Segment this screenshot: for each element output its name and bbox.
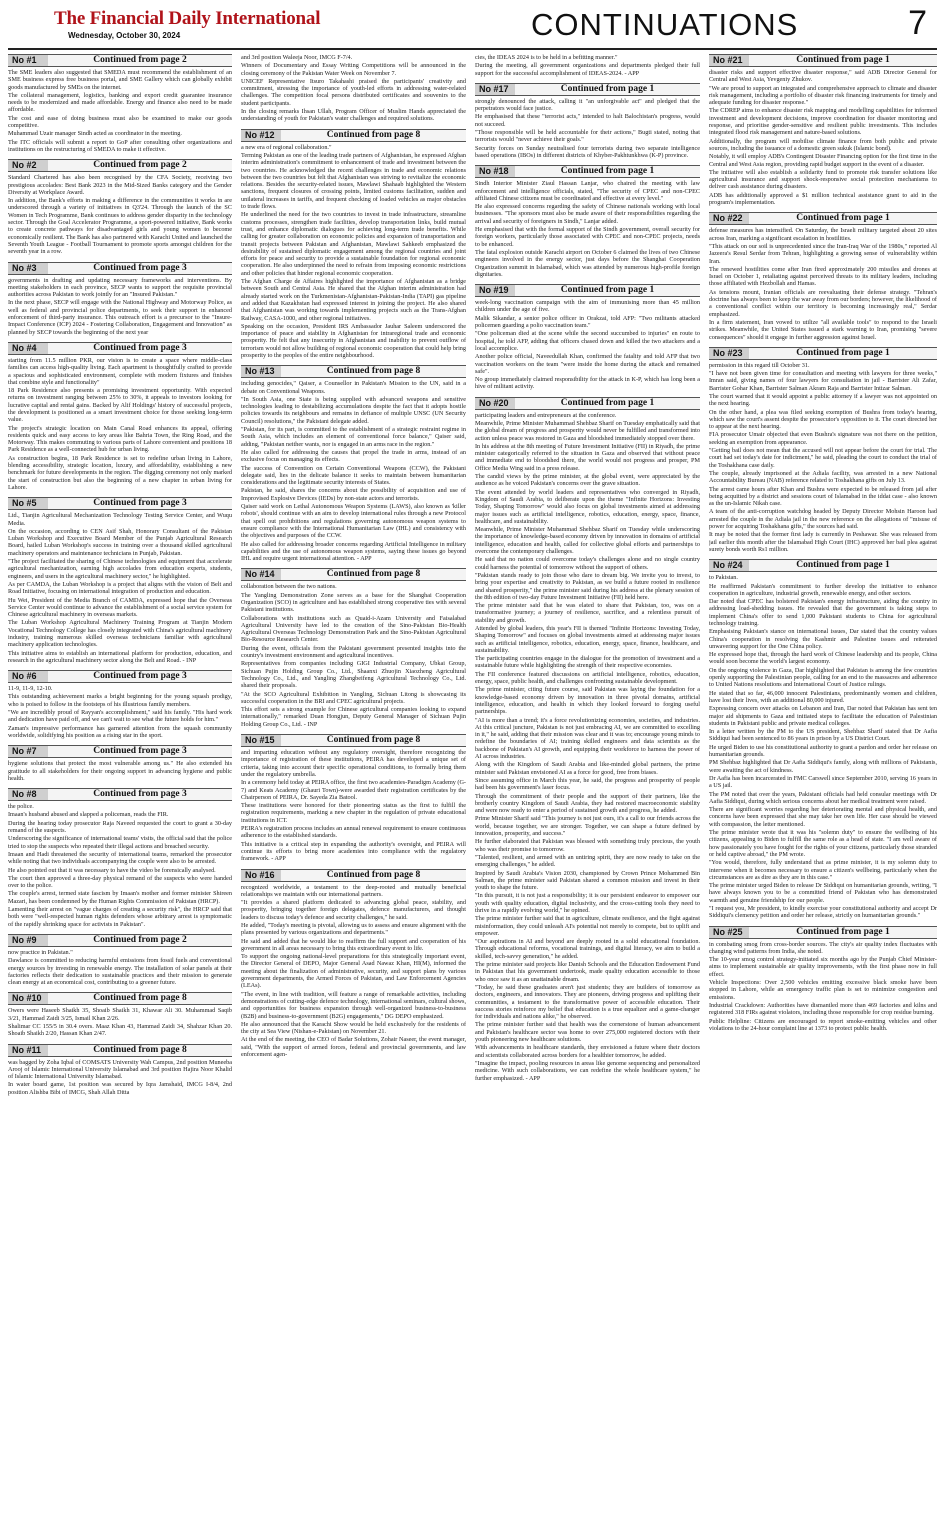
- story: [475, 83, 700, 159]
- story-paragraph: "In South Asia, one State is being supplied with advanced weapons and sensitive technologies leading to destabilizing accumulations despite the fact that it adopts hostile policies towards its neighbours and remains in defiance of multiple UNSC (UN Security Council) resolutions," the Pakistani delegate added.: [241, 395, 466, 425]
- masthead-divider: [8, 48, 937, 50]
- continued-label: Continued from page 2: [93, 934, 187, 945]
- story-paragraph: He stated that so far, 46,000 innocent Palestinians, predominantly women and children, have lost their lives, with an additional 80,000 injured.: [709, 689, 937, 704]
- story: [709, 559, 937, 919]
- story-paragraph: The event attended by world leaders and representatives who converged in Riyadh, Kingdom of Saudi Arabia, to deliberate upon the theme "Infinite Horizons: Investing Today, Shaping Tomorrow" would also focus on global investments aimed at addressing major issues such as artificial intelligence, robotics, education, energy, space, finance, healthcare, and sustainability.: [475, 488, 700, 525]
- story: [475, 165, 700, 278]
- story-paragraph: The prime minister wrote that it was his "solemn duty" to ensure the wellbeing of his citizens, appealing to Biden to fulfill the same role as a head of state. "I am well aware of how passionately you have fought for the rights of your citizens, particularly those stranded or held captive abroad," the PM wrote.: [709, 829, 937, 858]
- continued-label: Continued from page 1: [796, 560, 890, 571]
- story-paragraph: Emphasising Pakistan's stance on international issues, Dar stated that the country values China's cooperation in resolving the Kashmir and Palestine issues and reiterated unwavering support for the One China policy.: [709, 628, 937, 650]
- story-number: No #22: [709, 213, 749, 224]
- column-4: [709, 54, 937, 1522]
- story-header: [241, 869, 466, 882]
- continued-label: Continued from page 3: [93, 342, 187, 353]
- continued-label: Continued from page 3: [93, 789, 187, 800]
- story-header: [241, 129, 466, 142]
- story-paragraph: "At the SCO Agricultural Exhibition in Yangling, Sichuan Litong is showcasing its successful cooperation in the BRI and CPEC agricultural projects.: [241, 690, 466, 705]
- story-paragraph: recognized worldwide, a testament to the deep-rooted and mutually beneficial relationships we maintain with our international partners.: [241, 883, 466, 898]
- story: [709, 926, 937, 1033]
- story-number: No #7: [8, 746, 48, 757]
- story-paragraph: disaster risks and support effective disaster response," said ADB Director General for Central and West Asia, Yevgeniy Zhukov.: [709, 69, 937, 84]
- story-paragraph: a new era of regional collaboration.": [241, 143, 332, 151]
- story-paragraph: to Pakistan.: [709, 574, 738, 582]
- story-paragraph: Meanwhile, Prime Minister Muhammad Shehbaz Sharif on Tuesday while underscoring the importance of knowledge-based economy driven by innovation in domains of artificial intelligence, education and health, called for collective global efforts and partnerships to overcome the contemporary challenges.: [475, 526, 700, 556]
- story-paragraph: participating leaders and entrepreneurs at the conference.: [475, 411, 617, 419]
- story-header: [8, 497, 232, 510]
- story-number: No #19: [475, 285, 515, 296]
- story: [8, 992, 232, 1037]
- story-paragraph: As tensions mount, Iranian officials are reevaluating their defense strategy. "Tehran's doctrine has always been to keep the war away from our borders; however, the likelihood of a conventional conflict within our territory is becoming increasingly real," Serdar emphasized.: [709, 288, 937, 318]
- story-paragraph: The prime minister said projects like Danish Schools and the Education Endowment Fund in Pakistan that his government undertook, made quality education accessible to those who once saw it as an unattainable dream.: [475, 961, 700, 983]
- story-header: [241, 365, 466, 378]
- story-paragraph: Lamenting their arrest on "vague charges of creating a security risk", the HRCP said that both were "well-respected human rights defenders whose arbitrary arrest is symptomatic of the rapidly shrinking space for activists in Pakistan".: [8, 906, 232, 928]
- story-paragraph: ADB has additionally approved a $1 million technical assistance grant to aid in the program's implementation.: [709, 191, 937, 207]
- story-paragraph: During the hearing today prosecutor Raja Naveed requested the court to grant a 30-day remand of the suspects.: [8, 819, 232, 835]
- story-paragraph: The PM noted that over the years, Pakistani officials had held consular meetings with Dr Aafia Siddiqui, during which serious concerns about her medical treatment were raised.: [709, 790, 937, 805]
- story-paragraph: He also expressed concerns regarding the safety of Chinese nationals working with local businesses. "The sponsors must also be made aware of their responsibilities regarding the arrival and security of foreigners in Sindh," Lanjar added.: [475, 203, 700, 225]
- story: [475, 284, 700, 391]
- story-paragraph: "Talented, resilient, and armed with an untiring spirit, they are now ready to take on the emerging challenges," he added.: [475, 853, 700, 869]
- story-number: No #11: [8, 1045, 48, 1056]
- story-paragraph: "AI is more than a trend; it's a force revolutionizing economies, societies, and industries. At this critical juncture, Pakistan is not just embracing AI, we are committed to excelling in it," he said, adding that their mission was clear and it was to; encourage young minds to redefine the boundaries of AI; training skilled engineers and data scientists as the backbone of Pakistan's AI growth, and equipping their workforce to harness the power of AI across industries.: [475, 716, 700, 761]
- story-paragraph: Public Helpline: Citizens are encouraged to report smoke-emitting vehicles and other violations to the 24-hour complaint line at 1373 to protect public health.: [709, 1017, 937, 1032]
- story-paragraph: He urged Biden to use his constitutional authority to grant a pardon and order her release on humanitarian grounds.: [709, 743, 937, 759]
- section-title: CONTINUATIONS: [531, 7, 799, 42]
- story-number: No #16: [241, 870, 281, 881]
- story-paragraph: Additionally, the program will mobilise climate finance from both public and private sources, including the issuance of a domestic green sukuk (Islamic bond).: [709, 137, 937, 152]
- story-paragraph: The Afghan Charge de Affaires highlighted the importance of Afghanistan as a bridge between South and Central Asia. He shared that the Afghan interim administration had already started work on the Turkmenistan-Afghanistan-Pakistan-India (TAPI) gas pipeline and added that Kazakhstan had expressed interest in joining the project. He also shared that Afghanistan was working towards implementing projects such as the Trans-Afghan Railway, CASA-1000, and other regional initiatives.: [241, 278, 466, 322]
- story-paragraph: Malik Sikandar, a senior police officer in Orakzai, told AFP: "Two militants attacked policemen guarding a polio vaccination team.": [475, 314, 700, 330]
- story-paragraph: "We are incredibly proud of Rayyan's accomplishment," said his family. "His hard work and dedication have paid off, and we can't wait to see what the future holds for him.": [8, 709, 232, 724]
- continued-label: Continued from page 1: [560, 285, 655, 296]
- story-paragraph: The ITC officials will submit a report to GoP after consulting other organizations and institutions on the restructuring of SMEDA to make it effective.: [8, 138, 232, 153]
- story-paragraph: Shalimar CC 155/5 in 30.4 overs. Maaz Khan 43, Hammad Zaidi 34, Shahzar Khan 20. Shoaib Shaikh 2/20, Hassan Khan 2/47.: [8, 1022, 232, 1038]
- story-paragraph: He reaffirmed Pakistan's commitment to further develop the initiative to enhance cooperation in agriculture, industrial growth, renewable energy, and other sectors.: [709, 582, 937, 597]
- story-paragraph: Imaan's husband abused and slapped a policeman, reads the FIR.: [8, 811, 169, 819]
- continued-label: Continued from page 3: [93, 262, 187, 273]
- continued-label: Continued from page 1: [560, 166, 655, 177]
- story-paragraph: He emphasised that these "terrorist acts," intended to halt Balochistan's progress, would not succeed.: [475, 113, 700, 128]
- story-paragraph: "You would, therefore, fully understand that as prime minister, it is my solemn duty to intervene when it becomes necessary to ensure a citizen's wellbeing, particularly when the circumstances are as dire as they are in this case.": [709, 859, 937, 881]
- story-paragraph: To support the ongoing national-level preparations for this strategically important event, the Director General of DEPO, Major General Asad Nawaz Khan, HI(M), informed the meeting about the finalization of administrative, security, and support plans by various government departments, the Armed Forces of Pakistan, and Law Enforcement Agencies (LEAs).: [241, 953, 466, 990]
- story-number: No #9: [8, 935, 48, 946]
- story-number: No #1: [8, 55, 48, 66]
- story-number: No #20: [475, 398, 515, 409]
- story-paragraph: Meanwhile, Prime Minister Muhammad Shehbaz Sharif on Tuesday emphatically said that the global dream of progress and prosperity would never be fulfilled and transformed into action unless peace was restored in Gaza and bloodshed immediately stopped over there.: [475, 419, 700, 442]
- story-paragraph: PM Shehbaz highlighted that Dr Aafia Siddiqui's family, along with millions of Pakistanis, were awaiting the act of kindness.: [709, 759, 937, 774]
- story-paragraph: The collateral management, logistics, banking and export credit guarantee insurance needs to be modernized and made affordable. Energy and finance also need to be made affordable.: [8, 91, 232, 114]
- story-header: [8, 992, 232, 1005]
- story-paragraph: Representatives from companies including GIGI Industrial Company, Ubkai Group, Sichuan Pujin Holding Group Co., Ltd., Shaanxi Zhuojin Xiaozheng Agricultural Technology Co., Ltd., and Yangling Zhangbeifeng Agricultural Technology Co., Ltd. shared their proposals.: [241, 660, 466, 690]
- story-paragraph: On the occasion, according to CEN Asif Shah, Honorary Consultant of the Pakistan Luban Workshop and Executive Board Member of the Punjab Agricultural Research Board, hailed Luban Workshop's success in training over a thousand skilled agricultural machinery operators and maintenance technicians in Punjab, Pakistan.: [8, 527, 232, 557]
- story-header: [709, 347, 937, 360]
- story-paragraph: "We are proud to support an integrated and comprehensive approach to climate and disaster risk management, including a portfolio of disaster risk financing instruments for timely and adequate funding for disaster response.": [709, 84, 937, 107]
- continued-label: Continued from page 1: [560, 397, 655, 408]
- story-paragraph: He emphasised that with the formal support of the Sindh government, overall security for foreign workers, particularly those associated with CPEC and non-CPEC projects, needs to be enhanced.: [475, 226, 700, 248]
- story: [709, 54, 937, 206]
- story-header: [475, 83, 700, 96]
- continued-label: Continued from page 3: [93, 498, 187, 509]
- story-paragraph: including genocides," Qaiser, a Counsellor in Pakistan's Mission to the UN, said in a debate on Conventional Weapons.: [241, 380, 466, 395]
- story: [709, 212, 937, 340]
- story-header: [8, 934, 232, 947]
- story-paragraph: This initiative aims to establish an international platform for production, education, and research in the agricultural machinery sector along the Belt and Road. - INP: [8, 649, 232, 664]
- story-paragraph: The 10-year smog control strategy-initiated six months ago by the Punjab Chief Minister-aims to implement sustainable air quality improvements, with the first phase now in full effect.: [709, 956, 937, 978]
- continued-label: Continued from page 8: [326, 569, 421, 580]
- story-paragraph: It may be noted that the former first lady is currently in Peshawar. She was released from jail earlier this month after the Islamabad High Court (IHC) approved her bail plea against surety bonds worth Rs1 million.: [709, 531, 937, 553]
- story-paragraph: and 3rd position Waleeja Noor, IMCG F-7/4.: [241, 54, 353, 61]
- story-header: [709, 926, 937, 939]
- story: [241, 734, 466, 862]
- story-number: No #25: [709, 927, 749, 938]
- story-paragraph: This outstanding achievement marks a bright beginning for the young squash prodigy, who is poised to follow in the footsteps of his illustrious family members.: [8, 693, 232, 708]
- story-paragraph: The prime minister, citing future course, said Pakistan was laying the foundation for a knowledge-based economy driven by innovation in three pivotal domains, artificial intelligence, education, and health in which they looked forward to forging useful partnerships.: [475, 686, 700, 716]
- story-paragraph: The SME leaders also suggested that SMEDA must recommend the establishment of an SME business express free business portal, and SME Gallery which can globally exhibit goods manufactured by SMEs on the internet.: [8, 69, 232, 91]
- story-paragraph: Pakistan, he said, shares the concerns about the possibility of acquisition and use of Improvised Explosive Devices (IEDs) by non-state actors and terrorists.: [241, 487, 466, 502]
- story-paragraph: Sindh Interior Minister Ziaul Hassan Lanjar, who chaired the meeting with law enforcement and intelligence officials, stated, "The security of CPEC and non-CPEC affiliated Chinese citizens must be coordinated and effective at every level.": [475, 180, 700, 202]
- story-paragraph: Notably, it will employ ADB's Contingent Disaster Financing option for the first time in the Central and West Asia region, providing rapid budget support in the event of a disaster.: [709, 153, 937, 168]
- story: [241, 129, 466, 360]
- story-paragraph: As construction begins, 18 Park Residence is set to redefine urban living in Lahore, blending accessibility, strategic location, luxury, and affordability, establishing a new benchmark for future developments in the region. The digging ceremony not only marked the start of construction but also the beginning of a new chapter in urban living for Lahore.: [8, 454, 232, 491]
- continued-label: Continued from page 1: [796, 55, 890, 65]
- story-paragraph: This initiative is a critical step in expanding the authority's oversight, and PEIRA will continue its efforts to bring more academies into compliance with the regulatory framework. - APP: [241, 840, 466, 863]
- continued-label: Continued from page 8: [326, 869, 421, 880]
- story-paragraph: Terming Pakistan as one of the leading trade partners of Afghanistan, he expressed Afghan interim administration's commitment to enhancement of trade and investment between the two countries. He acknowledged the recent challenges in trade and economic relations between the two countries but felt that Afghanistan was striving to revitalize the economic relations. Besides the security-related issues, Mawlawi Shahaab highlighted the Western sanctions, frequent closures of crossing points, limited customs facilitation, sudden and unilateral increases in tariffs, and frequent checking of loaded vehicles as major obstacles to trade flows.: [241, 151, 466, 211]
- story-paragraph: Qaiser said work on Lethal Autonomous Weapon Systems (LAWS), also known as 'killer robots', should continue with an aim to develop international rules through a new Protocol that spell out prohibitions and regulations governing autonomous weapon systems to ensure compliance with the International Humanitarian Law (IHL) and consistency with the objectives and purposes of the CCW.: [241, 503, 466, 540]
- page-number: 7: [908, 4, 927, 42]
- story-paragraph: On the other hand, a plea was filed seeking exemption of Bushra from today's hearing, which saw the court's assent despite the prosecutor's opposition to it. The court directed her to appear at the next hearing.: [709, 408, 937, 431]
- story-paragraph: 18 Park Residence also presents a promising investment opportunity. With expected returns on investment ranging between 25% to 30%, it appeals to investors looking for lucrative capital and rental gains. Backed by Alif Holdings' history of successful projects, the development is positioned as a smart investment choice for those seeking long-term value.: [8, 387, 232, 424]
- story-number: No #18: [475, 166, 515, 177]
- story-paragraph: The Luban Workshop Agricultural Machinery Training Program at Tianjin Modern Vocational Technology College has closely integrated with China's agricultural machinery industry, training numerous skilled overseas technicians familiar with agricultural machinery application technologies.: [8, 619, 232, 649]
- story-paragraph: In his address at the 8th meeting of Future Investment Initiative (FII) in Riyadh, the prime minister categorically referred to the situation in Gaza and observed that without peace and immediate end to bloodshed there, the world would not progress and prosper, PM Office Media Wing said in a press release.: [475, 442, 700, 472]
- story-paragraph: Another police official, Naveedullah Khan, confirmed the fatality and told AFP that two vaccination workers on the team "were inside the home during the attack and remained safe".: [475, 353, 700, 375]
- continued-label: Continued from page 2: [93, 160, 187, 171]
- story-paragraph: Dar noted that CPEC has bolstered Pakistan's energy infrastructure, aiding the country in addressing load-shedding issues. He revealed that the government is taking steps to implement China's offer to send 1,000 Pakistani students to China for agricultural technology training.: [709, 598, 937, 627]
- story-paragraph: Attended by global leaders, this year's FII is themed "Infinite Horizons: Investing Today, Shaping Tomorrow" and focuses on global investments aimed at addressing major issues such as artificial intelligence, robotics, education, energy, space, finance, healthcare, and sustainability.: [475, 625, 700, 654]
- story-paragraph: He also called for addressing broader concerns regarding Artificial Intelligence in military capabilities and the use of autonomous weapon systems, saying these issues go beyond IHL and require urgent international attention. - APP: [241, 540, 466, 563]
- story-paragraph: The couple's arrest, termed state fascism by Imaan's mother and former minister Shireen Mazari, has been condemned by the Human Rights Commission of Pakistan (HRCP).: [8, 890, 232, 905]
- story-header: [241, 734, 466, 747]
- story-paragraph: Expressing concern over attacks on Lebanon and Iran, Dar noted that Pakistan has sent ten major aid shipments to Gaza and initiated steps to facilitate the education of Palestinian students in Pakistani public and private medical colleges.: [709, 705, 937, 727]
- story-paragraph: During the event, officials from the Pakistani government presented insights into the country's investment environment and agricultural incentives.: [241, 644, 466, 660]
- story-paragraph: In a letter written by the PM to the US president, Shehbaz Sharif stated that Dr Aafia Siddiqui had been sentenced to 86 years in prison by a US District Court.: [709, 728, 937, 743]
- continued-label: Continued from page 8: [326, 129, 421, 140]
- story-paragraph: FIA prosecutor Umair objected that even Bushra's signature was not there on the petition, seeking an exemption from appearance.: [709, 431, 937, 446]
- story-header: [475, 284, 700, 297]
- story-paragraph: Imaan and Hadi threatened the security of international teams, remarked the prosecutor while noting that two individuals accompanying the couple were also to be arrested.: [8, 850, 232, 866]
- story-paragraph: He expressed hope that, through the hard work of Chinese leadership and its people, China would soon become the world's largest economy.: [709, 651, 937, 666]
- story-paragraph: Industrial Crackdown: Authorities have dismantled more than 469 factories and kilns and registered 318 FIRs against violators, including those responsible for crop residue burning.: [709, 1001, 937, 1017]
- story: [709, 347, 937, 553]
- story-number: No #13: [241, 366, 281, 377]
- column-1: [8, 54, 232, 1522]
- story-paragraph: the police.: [8, 803, 34, 811]
- story-paragraph: "One policeman died at the scene while the second succumbed to injuries" en route to hospital, he told AFP, adding that officers chased down and killed the two attackers and a local accomplice.: [475, 330, 700, 352]
- story-paragraph: Ltd., Tianjin Agricultural Mechanization Technology Testing Service Center, and Wuqu Media.: [8, 512, 232, 527]
- column-2: [241, 54, 466, 1522]
- story-paragraph: now practice in Pakistan.": [8, 948, 73, 956]
- story-header: [8, 745, 232, 758]
- story-paragraph: "Imagine the impact, pooling resources in areas like genome sequencing and personalized medicine. With such collaborations, we can redefine the whole healthcare system," he further emphasized. - APP: [475, 1059, 700, 1082]
- story-paragraph: The participating countries engage in the dialogue for the promotion of investment and a sustainable future while highlighting the strength of their respective economies.: [475, 655, 700, 670]
- story-number: No #21: [709, 55, 749, 66]
- story-paragraph: Through the commitment of their people and the support of their partners, like the brotherly country Kingdom of Saudi Arabia, they had restored macroeconomic stability and were now ready to enter a period of sustained growth and progress, he added.: [475, 792, 700, 815]
- story-paragraph: There are significant worries regarding her deteriorating mental and physical health, and concerns have been expressed that she may take her own life. Her case should be viewed with compassion, the letter mentioned.: [709, 806, 937, 828]
- story-paragraph: The Yangling Demonstration Zone serves as a base for the Shanghai Cooperation Organization (SCO) in agriculture and has established strong cooperative ties with several Pakistani institutions.: [241, 591, 466, 614]
- story-paragraph: He further elaborated that Pakistan was blessed with something truly precious, the youth who was their promise to tomorrow.: [475, 838, 700, 853]
- story-paragraph: The CDREP aims to enhance disaster risk mapping and modelling capabilities for informed investment and development decisions, improve coordination for disaster monitoring and response, and prioritise gender-sensitive and resilient public investments. This includes integrated flood risk management and nature-based solutions.: [709, 107, 937, 137]
- story-number: No #14: [241, 569, 281, 580]
- continued-label: Continued from page 2: [93, 55, 187, 65]
- story-paragraph: Since assuming office in March this year, he said, the progress and prosperity of people had been his government's laser focus.: [475, 776, 700, 792]
- story-paragraph: These institutions were honored for their pioneering status as the first to fulfill the registration requirements, marking a new chapter in the regulation of private educational institutions in ICT.: [241, 802, 466, 824]
- story-header: [475, 165, 700, 178]
- story-paragraph: He said and added that he would like to reaffirm the full support and cooperation of his government in all areas necessary to bring this extraordinary event to life.: [241, 937, 466, 952]
- story-paragraph: Dawlance is committed to reducing harmful emissions from fossil fuels and conventional energy sources by investing in renewable energy. The installation of solar panels at their factories reflects their dedication to sustainable practices and their mission to generate clean energy at an economical cost, contributing to a greener future.: [8, 957, 232, 987]
- story-paragraph: "Our aspirations in AI and beyond are deeply rooted in a solid educational foundation. Through educational reforms, vocational trainings, and digital literacy, we aim to build a skilled, tech-savvy generation," he added.: [475, 938, 700, 960]
- story: [475, 397, 700, 1082]
- story-paragraph: Underscoring the significance of international teams' visits, the official said that the police tried to stop the suspects who repeated their illegal actions and breached security.: [8, 835, 232, 850]
- story: [8, 159, 232, 255]
- story-paragraph: "Pakistan, for its part, is committed to the establishment of a strategic restraint regime in South Asia, which includes an element of conventional force balance," Qaiser said, adding, "Pakistan neither wants, nor is engaged in an arms race in the region.": [241, 426, 466, 448]
- story-header: [709, 54, 937, 67]
- story-paragraph: governments in drafting and updating necessary frameworks and interventions. By meeting stakeholders in each province, SECP wants to support the requisite provincial authorities across Pakistan to work jointly for an "Insured Pakistan.": [8, 276, 232, 299]
- story-paragraph: strongly denounced the attack, calling it "an unforgivable act" and pledged that the perpetrators would face justice.: [475, 97, 700, 113]
- story-paragraph: and imparting education without any regulatory oversight, therefore recognizing the importance of registration of these institutions, PEIRA has developed a unique set of criteria, taking into account their specific operational conditions, to formally bring them under the regulatory umbrella.: [241, 749, 466, 778]
- story-paragraph: Inspired by Saudi Arabia's Vision 2030, championed by Crown Prince Mohammed Bin Salman, the prime minister said Pakistan shared a common mission and invest in their youth to shape the future.: [475, 869, 700, 892]
- story-paragraph: Security forces on Sunday neutralised four terrorists during two separate intelligence based operations (IBOs) in different districts of Khyber-Pakhtunkhwa (K-P) province.: [475, 144, 700, 159]
- continued-label: Continued from page 8: [93, 993, 187, 1004]
- story-paragraph: "I request you, Mr president, to kindly exercise your constitutional authority and accept Dr Siddiqui's clemency petition and order her release, strictly on humanitarian grounds.": [709, 904, 937, 920]
- story: [8, 54, 232, 153]
- story-number: No #6: [8, 671, 48, 682]
- story-paragraph: Speaking on the occasion, President IRS Ambassador Jauhar Saleem underscored the importance of peace and stability in Afghanistan for intraregional trade and economic prosperity. He felt that any insecurity in Afghanistan and inability to prevent outflow of terrorism would not allow building of regional economic cooperation that could help bring prosperity to the peoples of the entire neighbourhood.: [241, 322, 466, 359]
- story-number: No #23: [709, 348, 749, 359]
- story-number: No #8: [8, 789, 48, 800]
- story-number: No #4: [8, 343, 48, 354]
- story-paragraph: PEIRA's registration process includes an annual renewal requirement to ensure continuous adherence to the established standards.: [241, 825, 466, 840]
- story-number: No #24: [709, 560, 749, 571]
- story-number: No #10: [8, 993, 48, 1004]
- story-paragraph: He also announced that the Karachi Show would be held exclusively for the residents of the city at Sea View (Nishan-e-Pakistan) on November 21.: [241, 1020, 466, 1036]
- story-paragraph: Vehicle Inspections: Over 2,500 vehicles emitting excessive black smoke have been stopped in Lahore, while an emergency traffic plan is set to minimize congestion and emissions.: [709, 979, 937, 1001]
- story-paragraph: In water board game, 1st position was secured by Iqra Jamshaid, IMCG I-8/4, 2nd position Alishba Bibi of IMCG, Shah Allah Ditta: [8, 1081, 232, 1096]
- story: [8, 262, 232, 336]
- story: [8, 670, 232, 739]
- story-paragraph: On the ongoing violence in Gaza, Dar highlighted that Pakistan is among the few countries openly supporting the Palestinian people, calling for an end to the massacres and adherence to United Nations resolutions and International Court of Justice rulings.: [709, 666, 937, 689]
- story: [8, 934, 232, 986]
- story-paragraph: With advancements in healthcare standards, they envisioned a future where their doctors and scientists collaborated across borders for a healthier tomorrow, he added.: [475, 1044, 700, 1059]
- story-paragraph: The candid views by the prime minister, at the global event, were appreciated by the audience as he voiced Pakistan's concerns over the grave situation.: [475, 473, 700, 488]
- story-paragraph: 11-9, 11-9, 12-10.: [8, 685, 53, 693]
- story-header: [709, 559, 937, 572]
- story-paragraph: The cost and ease of doing business must also be examined to make our goods competitive.: [8, 114, 232, 130]
- story-paragraph: He added, "Today's meeting is pivotal, allowing us to assess and ensure alignment with the plans presented by various organizations and departments.": [241, 921, 466, 937]
- story-paragraph: starting from 11.5 million PKR, our vision is to create a space where middle-class families can access high-quality living. Each apartment is thoughtfully crafted to provide a spacious and sophisticated environment, complete with modern fixtures and finishes that combine style and functionality": [8, 356, 232, 386]
- story-paragraph: The fatal explosion outside Karachi airport on October 6 claimed the lives of two Chinese engineers involved in the energy sector, just days before the Shanghai Cooperation Organization summit in Islamabad, which was attended by numerous high-profile foreign dignitaries.: [475, 248, 700, 278]
- story-paragraph: "Getting bail does not mean that the accused will not appear before the court for trial. The court had set today's date for indictment," he said, pleading the court to conduct the trial of the Toshakhana case daily.: [709, 447, 937, 469]
- story-paragraph: Collaborations with institutions such as Quaid-i-Azam University and Faisalabad Agricultural University have led to the creation of the Sino-Pakistan Bio-Health Agricultural Overseas Technology Demonstration Park and the Sino-Pakistan Agricultural Bio-Resource Research Center.: [241, 614, 466, 644]
- story: [8, 788, 232, 928]
- story-paragraph: He underlined the need for the two countries to invest in trade infrastructure, streamline customs processes, strengthen trade facilities, develop transportation links, build mutual trust, and enhance diplomatic dialogues for achieving long-term trade benefits. While calling for greater collaboration on economic policies and expansion of transportation and transit projects between Pakistan and Afghanistan, Mawlawi Sahkeeb emphasized the desirability of sustained diplomatic engagement among the regional countries and joint efforts for peace and security to provide a sustainable foundation for regional economic cooperation. He also underpinned the need to refrain from imposing economic restrictions and other policies that hinder regional economic cooperation.: [241, 211, 466, 277]
- story-paragraph: "In this pursuit, it is not just a responsibility; it is our persistent endeavor to empower our youth with quality education, digital inclusivity, and the cross-cutting tools they need to thrive in a rapidly evolving world," he opined.: [475, 892, 700, 914]
- continued-label: Continued from page 1: [560, 83, 655, 94]
- continued-label: Continued from page 3: [93, 746, 187, 757]
- story-paragraph: He also called for addressing the causes that propel the trade in arms, instead of an exclusive focus on managing its effects.: [241, 448, 466, 464]
- story-paragraph: Winners of Documentary and Essay Writing Competitions will be announced in the closing ceremony of the Pakistan Water Week on November 7.: [241, 62, 466, 77]
- story-paragraph: Dr Aafia has been incarcerated in FMC Carswell since September 2010, serving 16 years in a US jail.: [709, 774, 937, 790]
- story-header: [709, 212, 937, 225]
- continued-label: Continued from page 1: [796, 213, 890, 224]
- story-paragraph: "The project facilitated the sharing of Chinese technologies and equipment that accelerate agricultural mechanization, earning high accolades from education experts, students, engineers, and users in the agricultural machinery sector," he highlighted.: [8, 558, 232, 580]
- story-paragraph: "Pakistan stands ready to join those who dare to dream big. We invite you to invest, to bring your expertise and creativity to Pakistan, as we build a future rooted in resilience and shared prosperity," the prime minister said during his address at the plenary session of the 8th edition of two-day Future Investment Initiative (FII) held here.: [475, 571, 700, 601]
- story-paragraph: Zaman's impressive performance has garnered attention from the squash community worldwide, solidifying his position as a rising star in the sport.: [8, 724, 232, 739]
- story-number: No #2: [8, 160, 48, 171]
- issue-date: Wednesday, October 30, 2024: [68, 31, 181, 40]
- story-paragraph: The prime minister further said that health was the cornerstone of human advancement and Pakistan's healthcare sector was home to over 275,000 registered doctors with their youth pioneering new healthcare solutions.: [475, 1021, 700, 1044]
- story-number: No #3: [8, 263, 48, 274]
- story-paragraph: The couple, already imprisoned at the Adiala facility, was arrested in a new National Accountability Bureau (NAB) reference related to Toshakhana gifts on July 13.: [709, 469, 937, 485]
- masthead: [8, 6, 937, 46]
- story-number: No #12: [241, 130, 281, 141]
- story-paragraph: In a ceremony held today at PEIRA office, the first two academies-Paradigm Academy (G-7) and Keats Academy (Ghauri Town)-were awarded their registration certificates by the Chairperson of PEIRA, Dr. Sayeda Zia Batool.: [241, 779, 466, 801]
- story-paragraph: Along with the Kingdom of Saudi Arabia and like-minded global partners, the prime minister said Pakistan envisioned AI as a force for good, free from biases.: [475, 761, 700, 776]
- continued-label: Continued from page 8: [326, 366, 421, 377]
- story-paragraph: permission in this regard till October 31.: [709, 361, 810, 369]
- story-paragraph: The renewed hostilities come after Iran fired approximately 200 missiles and drones at Israel on October 1, retaliating against perceived threats to its military leaders, including those affiliated with Hezbollah and Hamas.: [709, 265, 937, 288]
- story-paragraph: in combating smog from cross-border sources. The city's air quality index fluctuates with changing wind patterns from India, she noted.: [709, 940, 937, 955]
- story-paragraph: During the meeting, all government organizations and departments pledged their full support for the successful accomplishment of IDEAS-2024. - APP: [475, 62, 700, 77]
- story-paragraph: He also pointed out that it was necessary to have the video be forensically analysed.: [8, 866, 216, 874]
- story-header: [8, 54, 232, 67]
- story-paragraph: collaboration between the two nations.: [241, 583, 337, 591]
- story-header: [8, 262, 232, 275]
- continued-label: Continued from page 8: [93, 1044, 187, 1055]
- story-header: [475, 397, 700, 410]
- story-number: No #15: [241, 735, 281, 746]
- column-3: [475, 54, 700, 1522]
- story-paragraph: Muhammad Uzair manager Sindh acted as coordinator in the meeting.: [8, 130, 182, 138]
- story: [8, 745, 232, 782]
- story-paragraph: The arrest came hours after Khan and Bushra were expected to be released from jail after being acquitted by a district and sessions court of Islamabad in the iddat case - also known as the un-Islamic Nikah case.: [709, 485, 937, 508]
- story: [8, 497, 232, 664]
- story-header: [241, 568, 466, 581]
- continued-label: Continued from page 8: [326, 735, 421, 746]
- story-paragraph: In a firm statement, Iran vowed to utilize "all available tools" to respond to the Israeli strikes. Meanwhile, the United States issued a stark warning to Iran, promising "severe consequences" should it engage in further aggression against Israel.: [709, 318, 937, 341]
- continued-label: Continued from page 1: [796, 926, 890, 937]
- story-paragraph: In the next phase, SECP will engage with the National Highway and Motorway Police, as well as federal and provincial police departments, to seek their support in enhanced enforcement of third-party insurance. This outreach effort is a precursor to the "Insure-Impact Conference (ICP) 2024 - Fostering Collaboration, Engagement and Innovation" as planned by SECP towards the beginning of the next year: [8, 299, 232, 336]
- story-paragraph: Hu Wei, President of the Media Branch of CAMDA, expressed hope that the Overseas Service Center would continue to advance the establishment of a social service system for Chinese agricultural machinery in overseas markets.: [8, 596, 232, 619]
- story-paragraph: No group immediately claimed responsibility for the attack in K-P, which has long been a hive of militant activity.: [475, 376, 700, 391]
- story-header: [8, 1044, 232, 1057]
- story-number: No #17: [475, 84, 515, 95]
- story-paragraph: "It provides a shared platform dedicated to advancing global peace, stability, and prosperity, bringing together foreign delegates, defence manufacturers, and thought leaders to discuss today's defence and security challenges," he said.: [241, 899, 466, 921]
- story-paragraph: At the end of the meeting, the CEO of Badar Solutions, Zohair Naseer, the event manager, said, "With the support of armed forces, federal and provincial governments, and law enforcement agen-: [241, 1036, 466, 1059]
- story: [241, 365, 466, 562]
- story: [8, 342, 232, 491]
- story: [241, 54, 466, 123]
- story-paragraph: Standard Chartered has also been recognised by the CFA Society, receiving two prestigious accolades: Best Bank 2023 in the Mid-Sized Banks category and the Gender Diversity at Workplace Award.: [8, 174, 232, 196]
- story: [241, 869, 466, 1059]
- story-paragraph: A team of the anti-corruption watchdog headed by Deputy Director Mohsin Haroon had arrested the couple in the Adiala jail in the new reference on the allegations of "misuse of power for acquiring Toshakhana gifts," the sources had said.: [709, 508, 937, 531]
- story-paragraph: The prime minister said that he was elated to share that Pakistan, too, was on a transformative journey; a journey of resilience, sacrifice, and a relentless pursuit of stability and growth.: [475, 602, 700, 624]
- story-header: [8, 788, 232, 801]
- story-paragraph: UNICEF Representative Itsuro Takahashi praised the participants' creativity and commitment, stressing the importance of youth-led efforts in addressing water-related challenges. The competition focal persons distributed certificates and souvenirs to the student participants.: [241, 77, 466, 107]
- story-paragraph: "This attack on our soil is unprecedented since the Iran-Iraq War of the 1980s," reported Al Jazeera's Resul Serdar from Tehran, highlighting a growing sense of vulnerability within Iran.: [709, 242, 937, 265]
- story-paragraph: "I have not been given time for consultation and meeting with lawyers for three weeks," Imran said, giving names of four lawyers for consultation in jail - Barrister Ali Zafar, Barrister Gohar Khan, Barrister Salman Akram Raja and Barrister Intizar Salman.: [709, 370, 937, 392]
- story-paragraph: The court warned that it would appoint a public attorney if a lawyer was not appointed on the next hearing.: [709, 392, 937, 408]
- story: [241, 568, 466, 728]
- continued-label: Continued from page 3: [93, 671, 187, 682]
- story-paragraph: The project's strategic location on Main Canal Road enhances its appeal, offering residents quick and easy access to key areas like Bahria Town, the Ring Road, and the Motorway. This makes commuting to various parts of Lahore convenient and positions 18 Park Residence as a well-connected hub for urban living.: [8, 424, 232, 454]
- continued-label: Continued from page 1: [796, 347, 890, 358]
- story-paragraph: hygiene solutions that protect the most vulnerable among us." He also extended his gratitude to all stakeholders for their ongoing support in advancing hygiene and public health.: [8, 760, 232, 782]
- story-paragraph: The success of Convention on Certain Conventional Weapons (CCW), the Pakistani delegate said, lies in the delicate balance it seeks to maintain between humanitarian considerations and the legitimate security interests of States.: [241, 464, 466, 487]
- story-paragraph: Owers were Haseeb Shaikh 35, Shoaib Shaikh 31, Khawar Ali 30. Muhammad Saqib 3/21, Hammad Zaidi 3/25, Ismail Khan 2/26.: [8, 1007, 232, 1022]
- story-paragraph: The prime minister urged Biden to release Dr Siddiqui on humanitarian grounds, writing, "I have always known you to be a committed friend of Pakistan who has demonstrated warmth and genuine friendship for our people.: [709, 882, 937, 904]
- story-paragraph: "Those responsible will be held accountable for their actions," Bugti stated, noting that terrorists would "never achieve their goals.": [475, 129, 700, 144]
- story-header: [8, 670, 232, 683]
- story-paragraph: "The event, in line with tradition, will feature a range of remarkable activities, including demonstrations of cutting-edge defence technology, international seminars, cultural shows, and opportunities for business expansion through well-organized business-to-business (B2B) and business-to-government (B2G) engagements," DG DEPO emphasized.: [241, 990, 466, 1020]
- newspaper-title: The Financial Daily International: [54, 8, 321, 29]
- story-paragraph: "Today, he said these graduates aren't just students; they are builders of tomorrow as doctors, engineers, and innovators. They are pioneers, driving progress and uplifting their communities, a testament to the transformative power of accessible education. Their success stories reinforce my belief that education is a true equalizer and a game-changer for individuals and nations alike," he observed.: [475, 983, 700, 1021]
- story-paragraph: defense measures has intensified. On Saturday, the Israeli military targeted about 20 sites across Iran, marking a significant escalation in hostilities.: [709, 227, 937, 242]
- story-paragraph: was bagged by Zoha Iqbal of COMSATS University Wah Campus, 2nd position Muneeba Arooj of Islamic International University Islamabad and 3rd position Hajira Noor Khalid of Islamic International University Islamabad.: [8, 1058, 232, 1081]
- story-paragraph: Prime Minister Sharif said "This journey is not just ours, it's a call to our friends across the world, because together, we are stronger. Together, we can shape a future defined by innovation, prosperity, and success.": [475, 815, 700, 838]
- story: [8, 1044, 232, 1096]
- story-header: [8, 342, 232, 355]
- story-paragraph: In addition, the Bank's efforts in making a difference in the communities it works in are underscored through a variety of initiatives in Q3'24. Through the launch of the SC Women in Tech Programme, Bank continues to address gender disparity in the technology sector. Through the Goal Accelerator Programme, a sport-powered initiative, Bank works to create concrete pathways for disadvantaged girls and young women to become economically resilient. The Bank has also partnered with Karachi United and launched the Seventh Youth League - Football Tournament to promote sports amongst children for the seventh year in a row.: [8, 197, 232, 256]
- story-paragraph: In the closing remarks Ihsan Ullah, Program Officer of Muslim Hands appreciated the understanding of youth for Pakistan's water challenges and required solutions.: [241, 108, 466, 123]
- story-paragraph: cies, the IDEAS 2024 is to be held in a befitting manner.": [475, 54, 618, 61]
- story-number: No #5: [8, 498, 48, 509]
- story-paragraph: This effort sets a strong example for Chinese agricultural companies looking to expand internationally," remarked Duan Hongjun, Deputy General Manager of Sichuan Pujin Holding Group Co., Ltd. - INP: [241, 706, 466, 728]
- story-paragraph: The prime minister further said that in agriculture, climate resilience, and the fight against misinformation, they could unleash AI's potential not merely to compete, but to uplift and empower.: [475, 915, 700, 937]
- story-paragraph: He said that no nation could overcome today's challenges alone and no single country could harness the potential of tomorrow without the support of others.: [475, 556, 700, 571]
- story-paragraph: The initiative will also establish a solidarity fund to promote risk transfer solutions like agricultural insurance and support shock-responsive social protection mechanisms to deliver cash assistance during disasters.: [709, 168, 937, 191]
- story-paragraph: week-long vaccination campaign with the aim of immunising more than 45 million children under the age of five.: [475, 299, 700, 314]
- story-paragraph: As per CAMDA, the Luban Workshop is a project that aligns with the vision of Belt and Road Initiative, focusing on international integration of production and education.: [8, 580, 232, 596]
- story-header: [8, 159, 232, 172]
- story: [475, 54, 700, 77]
- story-paragraph: The court then approved a three-day physical remand of the suspects who were handed over to the police.: [8, 874, 232, 890]
- story-paragraph: The FII conference featured discussions on artificial intelligence, robotics, education, energy, space, public health, and challenges confronting sustainable development.: [475, 670, 700, 686]
